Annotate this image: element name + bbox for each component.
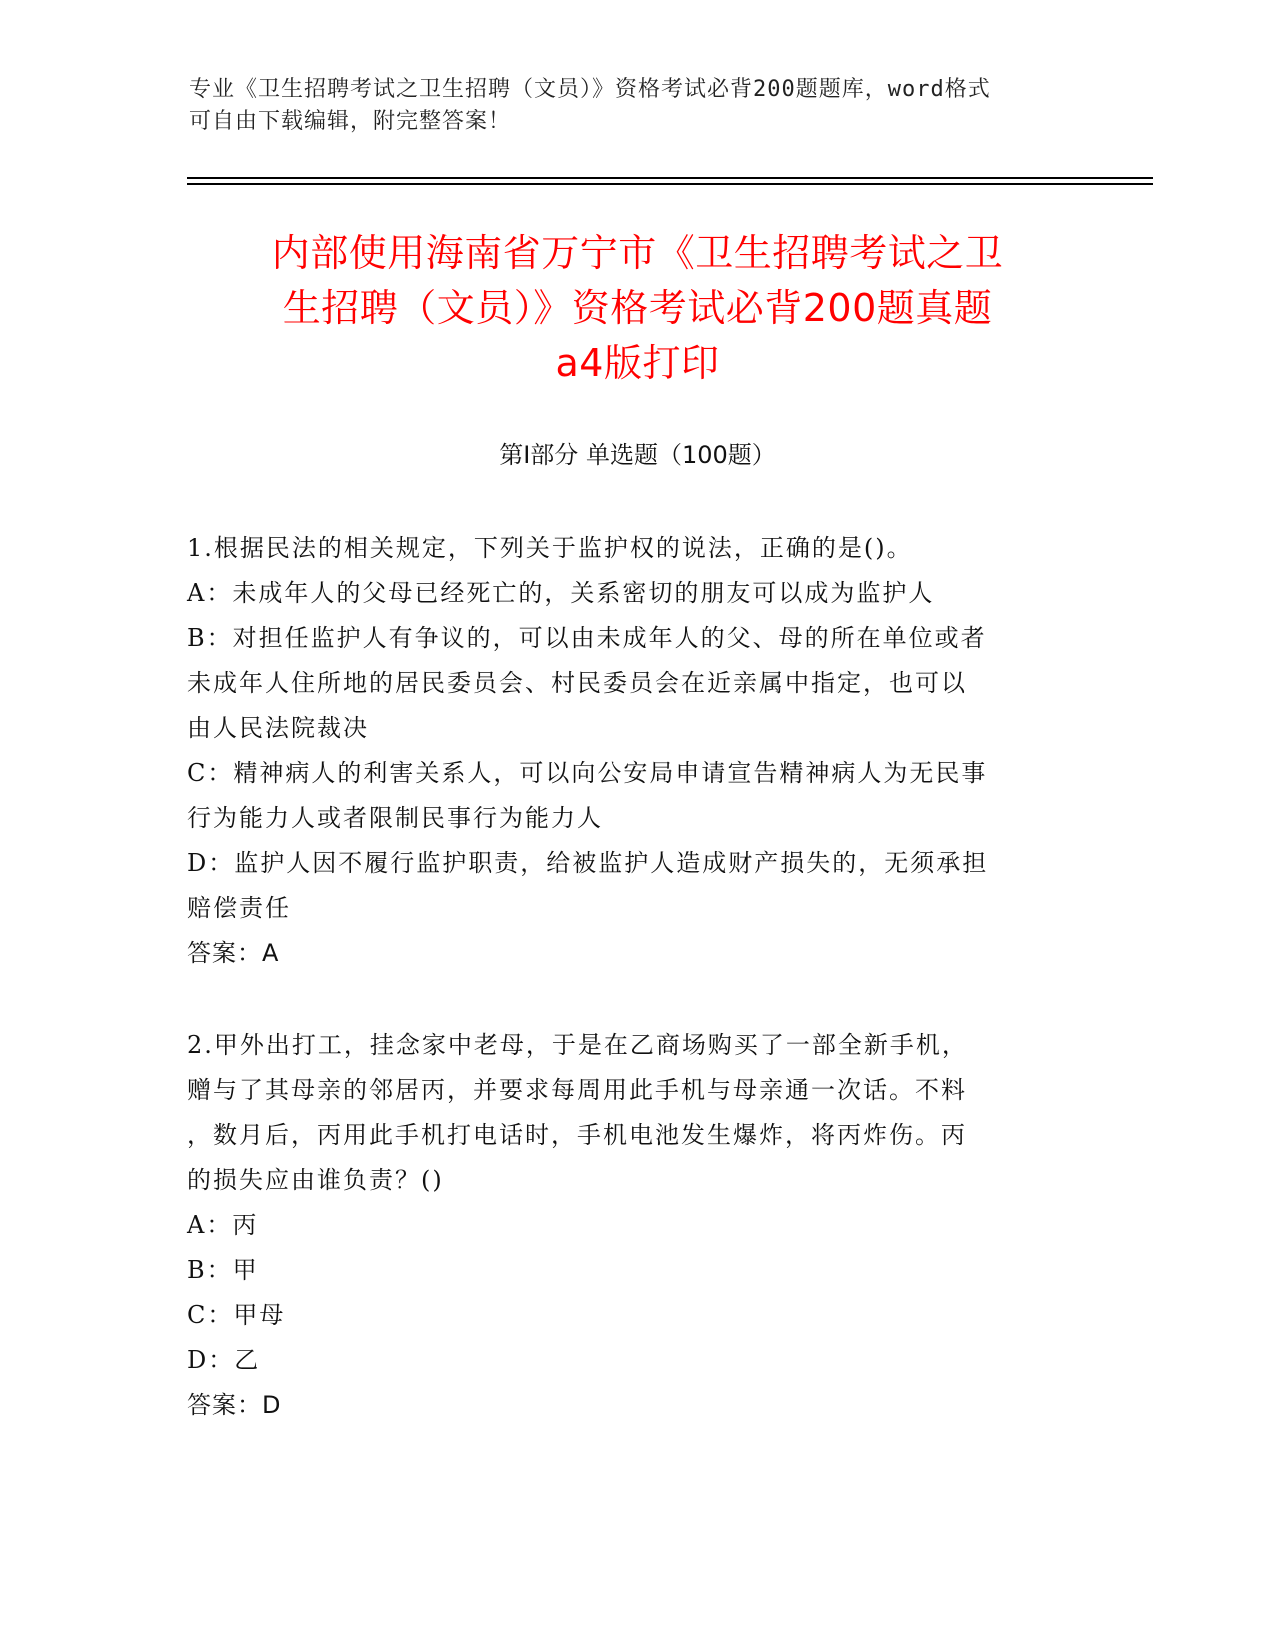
title-line: a4版打印 [555, 341, 720, 385]
option-b-cont: 未成年人住所地的居民委员会、村民委员会在近亲属中指定，也可以 [187, 669, 967, 697]
question-stem-cont: 赠与了其母亲的邻居丙，并要求每周用此手机与母亲通一次话。不料 [187, 1076, 967, 1104]
option-d: D：乙 [187, 1346, 261, 1374]
question-stem: 2.甲外出打工，挂念家中老母，于是在乙商场购买了一部全新手机， [187, 1031, 968, 1059]
title-line: 生招聘（文员）》资格考试必背200题真题 [282, 286, 993, 330]
question-stem-cont: 的损失应由谁负责？() [187, 1166, 444, 1194]
title-line: 内部使用海南省万宁市《卫生招聘考试之卫 [271, 231, 1004, 275]
answer-label: 答案：D [187, 1391, 282, 1419]
intro-line: 专业《卫生招聘考试之卫生招聘（文员）》资格考试必背200题题库，word格式 [189, 77, 991, 102]
intro-line: 可自由下载编辑，附完整答案！ [189, 109, 512, 134]
option-c: C：甲母 [187, 1301, 286, 1329]
option-a: A：丙 [187, 1211, 259, 1239]
option-b: B：甲 [187, 1256, 259, 1284]
intro-text [189, 74, 1069, 138]
header-divider-bottom [187, 183, 1153, 185]
option-d: D：监护人因不履行监护职责，给被监护人造成财产损失的，无须承担 [187, 849, 989, 877]
question-stem: 1.根据民法的相关规定，下列关于监护权的说法，正确的是()。 [187, 534, 913, 562]
option-b-cont: 由人民法院裁决 [187, 714, 369, 742]
header-divider-top [187, 177, 1153, 179]
option-d-cont: 赔偿责任 [187, 894, 291, 922]
option-b: B：对担任监护人有争议的，可以由未成年人的父、母的所在单位或者 [187, 624, 987, 652]
option-c: C：精神病人的利害关系人，可以向公安局申请宣告精神病人为无民事 [187, 759, 988, 787]
option-a: A：未成年人的父母已经死亡的，关系密切的朋友可以成为监护人 [187, 579, 935, 607]
question-stem-cont: ，数月后，丙用此手机打电话时，手机电池发生爆炸，将丙炸伤。丙 [187, 1121, 967, 1149]
question-1 [187, 526, 1072, 976]
question-2 [187, 1023, 1072, 1428]
section-title: 第Ⅰ部分 单选题（100题） [499, 441, 776, 469]
document-title [160, 226, 1115, 391]
option-c-cont: 行为能力人或者限制民事行为能力人 [187, 804, 603, 832]
answer-label: 答案：A [187, 939, 280, 967]
